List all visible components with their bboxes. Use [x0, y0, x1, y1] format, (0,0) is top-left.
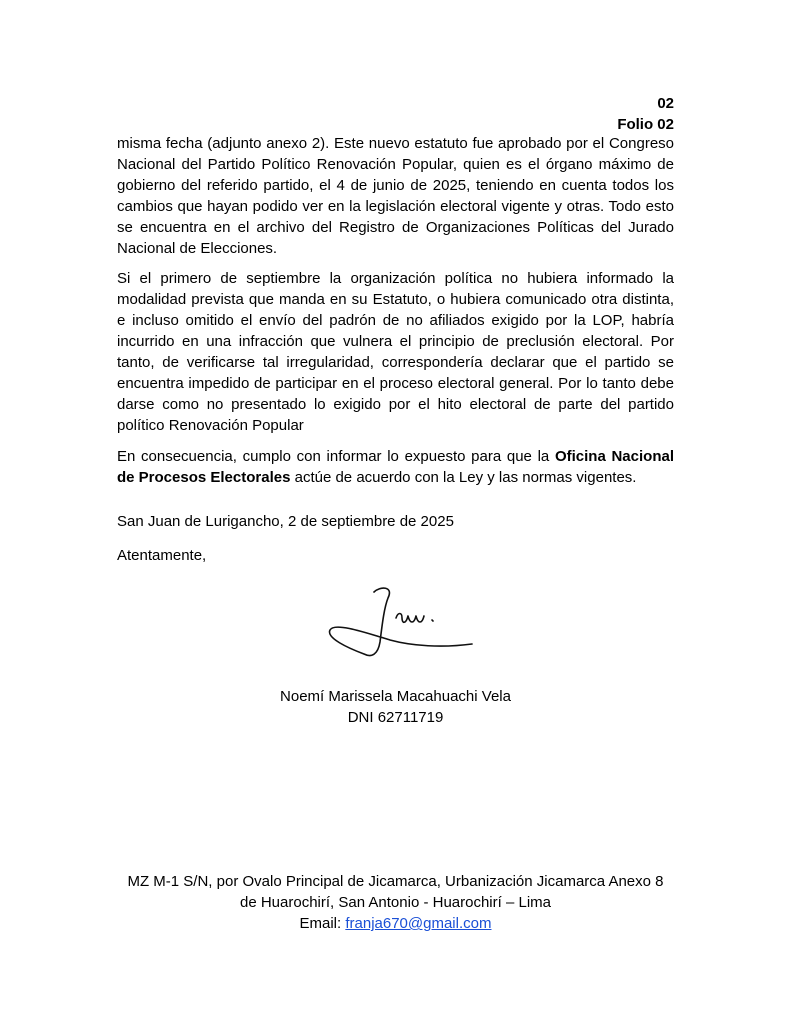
signer-dni: DNI 62711719 [347, 709, 444, 726]
conclusion-text-end: actúe de acuerdo con la Ley y las normas vigentes. [290, 469, 637, 486]
handwritten-signature [312, 578, 477, 664]
page-number: 02 [657, 95, 674, 112]
onpe-name: Oficina Nacional de Procesos Electorales [117, 448, 674, 486]
email-label: Email: [299, 915, 346, 932]
conclusion-text-start: En consecuencia, cumplo con informar lo expuesto para que la [117, 448, 555, 465]
paragraph-infraction: Si el primero de septiembre la organización política no hubiera informado la modalidad prevista que manda en su Estatuto, o hubiera comunicado otra distinta, e incluso omitido el envío del padrón de no afiliados exigido por la LOP, habría incurrido en una infracción que vulnera el principio de preclusión electoral. Por tanto, de verificarse tal irregularidad, correspondería declarar que el partido se encuentra impedido de participar en el proceso electoral general. Por lo tanto debe darse como no presentado lo exigido por el hito electoral de parte del partido político Renovación Popular [117, 270, 674, 434]
signer-name: Noemí Marissela Macahuachi Vela [280, 688, 511, 705]
page-header [617, 93, 674, 135]
footer-address-line2: de Huarochirí, San Antonio - Huarochirí – Lima [240, 894, 551, 911]
date-line: San Juan de Lurigancho, 2 de septiembre de 2025 [117, 513, 454, 530]
paragraph-statute: misma fecha (adjunto anexo 2). Este nuevo estatuto fue aprobado por el Congreso Nacional del Partido Político Renovación Popular, quien es el órgano máximo de gobierno del referido partido, el 4 de junio de 2025, teniendo en cuenta todos los cambios que hayan podido ver en la legislación electoral vigente y otras. Todo esto se encuentra en el archivo del Registro de Organizaciones Políticas del Jurado Nacional de Elecciones. [117, 135, 674, 257]
paragraph-conclusion [117, 446, 674, 488]
closing-salutation: Atentamente, [117, 547, 207, 564]
footer-email-line [60, 913, 731, 934]
footer-address-line1: MZ M-1 S/N, por Ovalo Principal de Jicamarca, Urbanización Jicamarca Anexo 8 [127, 873, 664, 890]
folio-number: Folio 02 [617, 116, 674, 133]
email-link[interactable]: franja670@gmail.com [345, 915, 492, 932]
